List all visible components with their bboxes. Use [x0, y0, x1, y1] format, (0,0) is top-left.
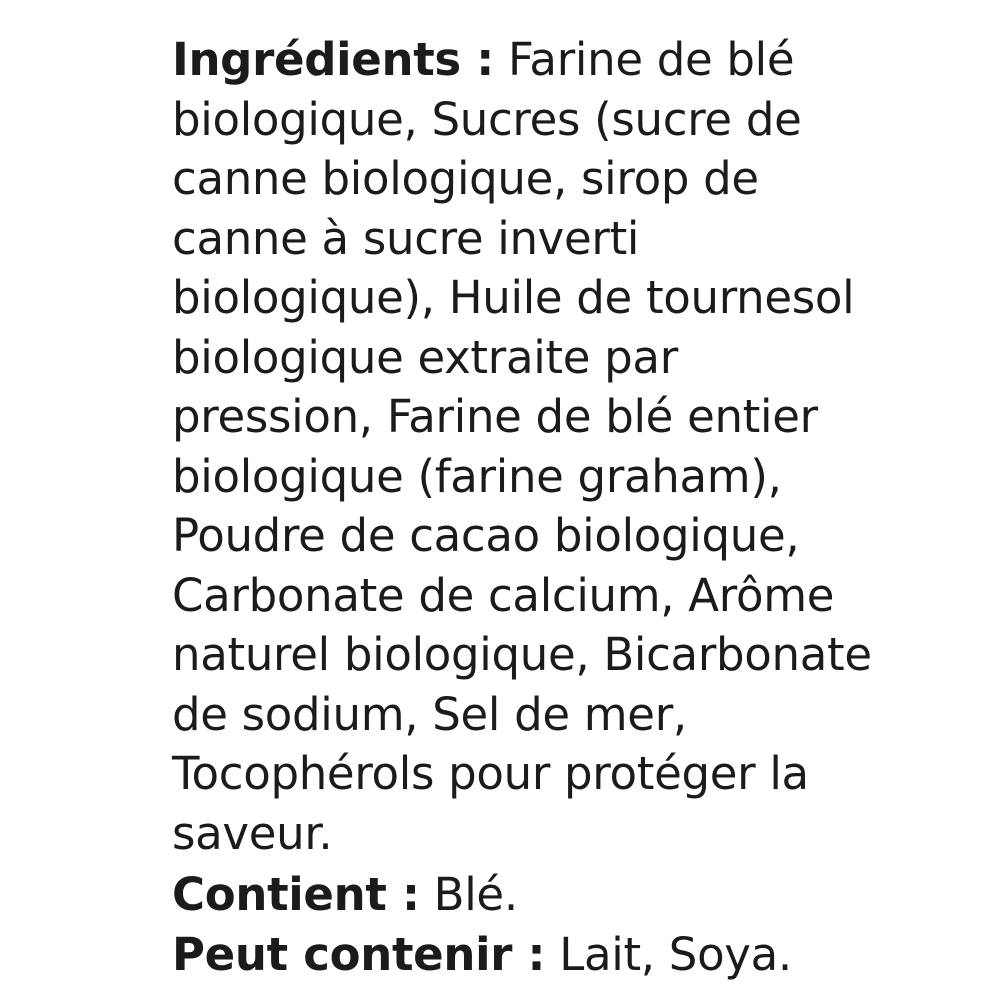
contains-paragraph [172, 865, 872, 925]
contains-body: Blé. [419, 868, 518, 921]
ingredients-body: Farine de blé biologique, Sucres (sucre de canne biologique, sirop de canne à sucre inverti biologique), Huile de tournesol biologique extraite par pression, Farine de blé entier biologique (farine graham), Poudre de cacao biologique, Carbonate de calcium, Arôme naturel biologique, Bicarbonate de sodium, Sel de mer, Tocophérols pour protéger la saveur. [172, 33, 872, 860]
ingredients-heading: Ingrédients : [172, 33, 494, 86]
ingredients-paragraph [172, 30, 872, 863]
ingredients-label-block [172, 30, 872, 984]
contains-heading: Contient : [172, 868, 420, 921]
may-contain-paragraph [172, 925, 872, 985]
may-contain-heading: Peut contenir : [172, 927, 546, 981]
may-contain-body: Lait, Soya. [545, 927, 792, 981]
